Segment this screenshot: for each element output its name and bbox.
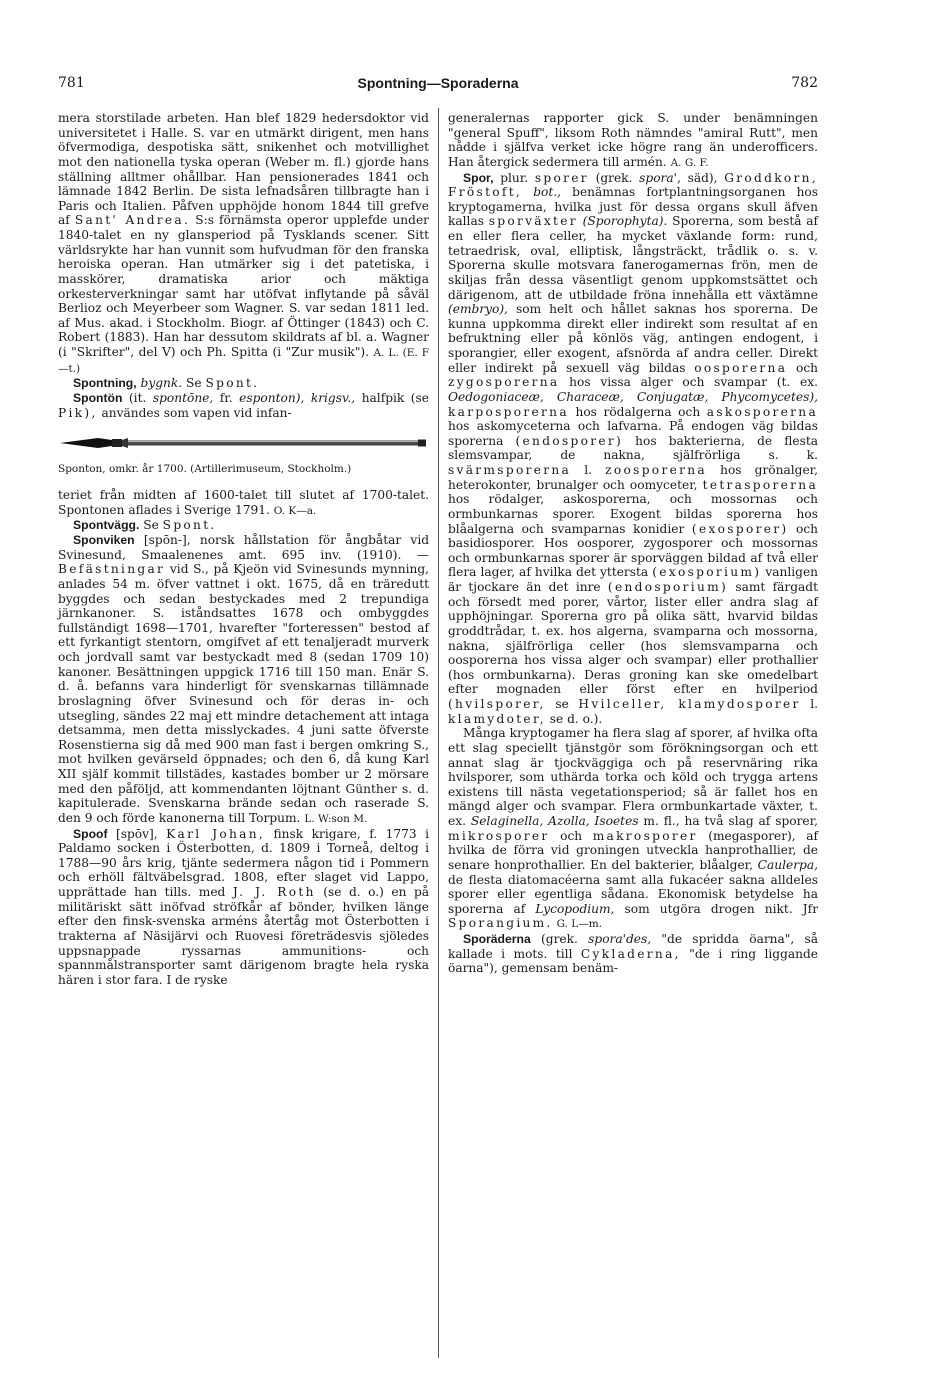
running-title: Spontning—Sporaderna — [357, 75, 519, 91]
signature: A. G. F. — [670, 156, 709, 169]
page-header — [58, 75, 818, 97]
signature: O. K—a. — [273, 504, 317, 517]
headword: Spontning, — [73, 376, 137, 391]
paragraph-spontini-cont: mera storstilade arbeten. Han blef 1829 hedersdoktor vid universitetet i Halle. S. var en utmärkt dirigent, men hans öfvermodiga, despotiska sätt, snikenhet och motvillighet mot den nationella tyska operan (Weber m. fl.) gjorde hans ställning alltmer ohållbar. Han pensionerades 1841 och lämnade 1842 Berlin. De sista lefnadsåren tillbragte han i Paris och Italien. Påfven upphöjde honom 1844 till grefve af Sant' Andrea. S:s förnämsta operor upplefde under 1840-talet en ny glansperiod på Tysklands scener. Sitt världsrykte har han vunnit som hufvudman för den franska heroiska operan. Han utmärker sig i det patetiska, i masskörer, dramatiska arior och mäktiga orkesterverkningar samt har utöfvat inflytande på såväl Berlioz och Meyerbeer som Wagner. S. var sedan 1811 led. af Mus. akad. i Stockholm. Biogr. af Öttinger (1843) och C. Robert (1883). Han har dessutom skildrats af bl. a. Wagner (i "Skrifter", del V) och Ph. Spitta (i "Zur musik"). A. L. (E. F—t.) — [58, 111, 429, 375]
entry-spoof: Spoof [spōv], Karl Johan, finsk krigare, f. 1773 i Paldamo socken i Österbotten, d. 1809 i Torneå, deltog i 1788—90 års krig, tjänte sedermera någon tid i Pommern och erhöll fältväbelsgrad. 1808, efter slaget vid Lappo, upprättade han tills. med J. J. Roth (se d. o.) en på militäriskt sätt inöfvad ströfkår af bönder, hvilken länge efter den finsk-svenska arméns återtåg mot Österbotten i trakterna af Näsijärvi och Ruovesi företrädesvis sjöledes uppsnappade ryssarnas ammunitions- och spannmålstransporter samt därigenom bragte hela ryska hären i stor fara. I de ryske — [58, 826, 430, 987]
headword: Spontvägg. — [73, 518, 140, 533]
page-number-right: 782 — [791, 75, 818, 91]
headword: Spontön — [73, 390, 123, 405]
paragraph-kryptogamer: Många kryptogamer ha flera slag af sporer, af hvilka ofta ett slag speciellt tjänstgör som förökningsorgan och ett annat slag är tjockväggiga och på reservnäring rika hvilsporer, som uthärda torka och köld och trygga artens existens till nästa vegetationsperiod; så är fallet hos en mängd alger och svampar. Flera ormbunkartade växter, t. ex. Selaginella, Azolla, Isoetes m. fl., ha två slag af sporer, mikrosporer och makrosporer (megasporer), af hvilka de förra vid groningen utveckla hanprothallier, de senare honprothallier. En del bakterier, blåalger, Caulerpa, de flesta diatomacéerna samt alla fukacéer sakna alldeles sporer eller egentliga sådana. Ekonomisk betydelse ha sporerna af Lycopodium, som utgöra drogen nikt. Jfr Sporangium. G. L—m. — [448, 726, 819, 931]
figure-caption: Sponton, omkr. år 1700. (Artillerimuseum, Stockholm.) — [58, 463, 352, 476]
headword: Spor, — [463, 170, 494, 185]
page-number-left: 781 — [58, 75, 85, 91]
paragraph-sponton-cont: teriet från midten af 1600-talet till slutet af 1700-talet. Spontonen aflades i Sverige 1791. O. K—a. — [58, 488, 429, 517]
left-column — [58, 111, 429, 987]
sponton-spear-image — [58, 428, 429, 458]
right-column — [448, 111, 818, 976]
entry-spontning: Spontning, bygnk. Se Spont. — [73, 376, 260, 391]
entry-sponton: Spontön (it. spontōne, fr. esponton), krigsv., halfpik (se Pik), användes som vapen vid infan- — [58, 390, 430, 420]
signature: L. W:son M. — [304, 812, 368, 825]
entry-sponviken: Sponviken [spōn-], norsk hållstation för ångbåtar vid Svinesund, Smaalenenes amt. 695 inv. (1910). — Befästningar vid S., på Kjeön vid Svinesunds mynning, anlades 54 m. öfver vattnet i okt. 1675, då en träredutt byggdes och sedan bestyckades med 2 trepundiga järnkanoner. S. iståndsattes 1678 och ombyggdes fullständigt 1698—1701, hvarefter "forteressen" bestod af ett fyrkantigt stentorn, omgifvet af ett tenaljeradt murverk och jordvall samt var bestyckadt med 8 (sedan 1709 10) kanoner. Besättningen uppgick 1716 till 150 man. Enär S. d. å. befanns vara hinderligt för svenskarnas tillämnade broslagning öfver Svinesund och för deras in- och utsegling, sändes 22 maj ett mindre detachement att intaga detsamma, men detta misslyckades. 4 juni satte öfverste Rosenstierna sig då med 900 man fast i bergen omkring S., mot hvilken gevärseld öppnades; och den 6, då kung Karl XII själf kommit tillstädes, kastades bomber ur 2 mörsare med den påföljd, att kommendanten löjtnant Günther s. d. kapitulerade. Svenskarna brände sedan och raserade S. den 9 och förde kanonerna till Torpum. L. W:son M. — [58, 533, 430, 825]
headword: Spoof — [73, 826, 108, 841]
entry-sporaderna: Sporäderna (grek. spora'des, "de spridda öarna", så kallade i mots. till Cykladerna, "de i ring liggande öarna"), gemensam benäm- — [448, 932, 819, 976]
entry-spontvagg: Spontvägg. Se Spont. — [73, 518, 217, 533]
headword: Sponviken — [73, 533, 135, 547]
column-divider — [438, 108, 439, 1358]
entry-spor: Spor, plur. sporer (grek. spora', säd), Groddkorn, Fröstoft, bot., benämnas fortplantningsorganen hos kryptogamerna, hvilka just för dessa organs skull äfven kallas sporväxter (Sporophyta). Sporerna, som bestå af en eller flera celler, ha mycket växlande form: rund, tetraedrisk, oval, elliptisk, långsträckt, trådlik o. s. v. Sporerna skulle motsvara fanerogamernas frön, men de skiljas från dessa väsentligt genom uppkomstsättet och därigenom, att de utbildade fröna innehålla ett växtämne (embryo), som helt och hållet saknas hos sporerna. De kunna uppkomma direkt eller indirekt som resultat af en befruktning eller på könlös väg, antingen endogent, i sporangier, eller exogent, afsnörda af andra celler. Direkt eller indirekt på sexuell väg bildas oosporerna och zygosporerna hos vissa alger och svampar (t. ex. Oedogoniaceæ, Characeæ, Conjugatæ, Phycomycetes), karposporerna hos rödalgerna och askosporerna hos askomyceterna och lafvarna. På endogen väg bildas sporerna (endosporer) hos bakterierna, de flesta slemsvampar, de nakna, själfrörliga s. k. svärmsporerna l. zoosporerna hos grönalger, heterokonter, brunalger och oomyceter, tetrasporerna hos rödalger, askosporerna, och mossornas och ormbunkarnas sporer. Exogent bildas sporerna hos blåalgerna och svamparnas konidier (exosporer) och basidiosporer. Hos oosporer, zygosporer och mossornas och ormbunkarnas sporer är sporväggen bildad af två eller flera lager, af hvilka det yttersta (exosporium) vanligen är tjockare än det inre (endosporium) samt färgadt och försedt med porer, vårtor, lister eller andra slag af upphöjningar. Sporerna gro på olika sätt, hvarvid bildas groddtrådar, t. ex. hos algerna, svamparna och mossorna, nakna, själfrörliga celler (hos slemsvamparna och oosporerna hos vissa alger och svampar) eller prothallier (hos ormbunkarna). Deras groning kan ske omedelbart efter mognaden eller först efter en hvilperiod (hvilsporer, se Hvilceller, klamydosporer l. klamydoter, se d. o.). — [448, 170, 819, 726]
paragraph-spoof-cont: generalernas rapporter gick S. under benämningen "general Spuff", liksom Roth nämndes "amiral Rutt", men nådde i själfva verket icke högre rang än underofficers. Han återgick sedermera till armén. A. G. F. — [448, 111, 818, 169]
sponton-illustration — [58, 428, 429, 458]
signature: A. L. (E. F—t.) — [58, 347, 429, 375]
signature: G. L—m. — [556, 918, 603, 931]
headword: Sporäderna — [463, 932, 531, 946]
